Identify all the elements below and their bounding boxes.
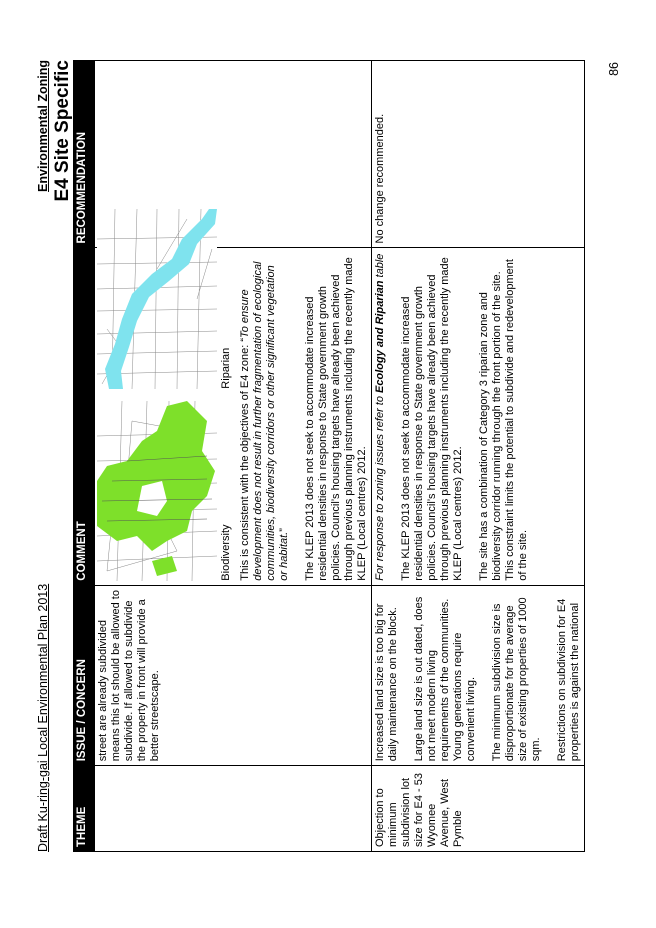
comment-reference-lead: For response to zoning issues refer to — [374, 392, 386, 581]
issue-cell — [95, 585, 372, 766]
theme-cell — [95, 766, 372, 852]
recommendation-cell — [372, 61, 585, 248]
recommendation-text: No change recommended. — [374, 113, 386, 244]
comment-klep: The KLEP 2013 does not seek to accommodate increased residential densities in response to State government growth policies. Council’s housing targets have already been achieved through previous planning instruments including the recently made KLEP (Local centres) 2012. — [400, 257, 464, 581]
comment-objective — [239, 252, 291, 580]
comment-reference-link: Ecology and Riparian — [374, 280, 386, 393]
biodiversity-map — [97, 401, 233, 581]
table-row — [95, 61, 372, 852]
comment-cell — [95, 248, 372, 585]
page-title: E4 Site Specific — [52, 60, 73, 202]
comment-klep: The KLEP 2013 does not seek to accommodate increased residential densities in response to State government growth policies. Council’s housing targets have already been achieved through previous planning instruments including the recently made KLEP (Local centres) 2012. — [304, 257, 368, 581]
theme-cell — [372, 766, 585, 852]
comment-site: The site has a combination of Category 3 riparian zone and biodiversity corridor running through the front portion of the site. This constraint limits the potential to subdivide and redevelopment of the site. — [478, 259, 529, 581]
issue-text: street are already subdivided means this lot should be allowed to subdivide. If allowed to subdivide the property in front will provide a better streetscape. — [97, 590, 161, 762]
riparian-map — [97, 209, 233, 389]
header-comment: COMMENT — [74, 248, 95, 585]
map-pair — [97, 252, 233, 580]
table-header-row — [74, 61, 95, 852]
issue-text-2: Large land size is out dated, does not meet modern living requirements of the communities. Young generations require convenient living. — [413, 596, 477, 762]
page-number: 86 — [607, 62, 621, 76]
biodiversity-map-image — [97, 401, 217, 581]
riparian-map-image — [97, 209, 217, 389]
header-issue: ISSUE / CONCERN — [74, 585, 95, 766]
theme-text: Objection to minimum subdivision lot size for E4 - 53 Wyomee Avenue, West Pymble — [374, 773, 464, 847]
document-title: Draft Ku-ring-gai Local Environmental Plan 2013 — [36, 583, 50, 852]
issue-cell — [372, 585, 585, 766]
header-recommendation: RECOMMENDATION — [74, 61, 95, 248]
comment-objective-quote: To ensure development does not result in further fragmentation of ecological communities, biodiversity corridors or other significant vegetation or habitat. — [239, 261, 290, 581]
section-title: Environmental Zoning — [36, 60, 50, 192]
biodiversity-label: Biodiversity — [220, 524, 232, 581]
riparian-label: Riparian — [220, 347, 232, 389]
header-theme: THEME — [74, 766, 95, 852]
table-row — [372, 61, 585, 852]
comment-objective-prefix: This is consistent with the objectives of E4 zone: “ — [239, 337, 251, 581]
comment-cell — [372, 248, 585, 585]
issue-text-4: Restrictions on subdivision for E4 properties is against the national — [556, 598, 581, 762]
submissions-table — [73, 60, 585, 852]
comment-objective-suffix: ” — [278, 528, 290, 532]
issue-text-3: The minimum subdivision size is disproportionate for the average size of existing properties of 1000 sqm. — [491, 597, 542, 762]
comment-reference — [374, 252, 387, 580]
comment-reference-tail: table — [374, 253, 386, 281]
issue-text-1: Increased land size is too big for daily maintenance on the block. — [374, 603, 399, 762]
